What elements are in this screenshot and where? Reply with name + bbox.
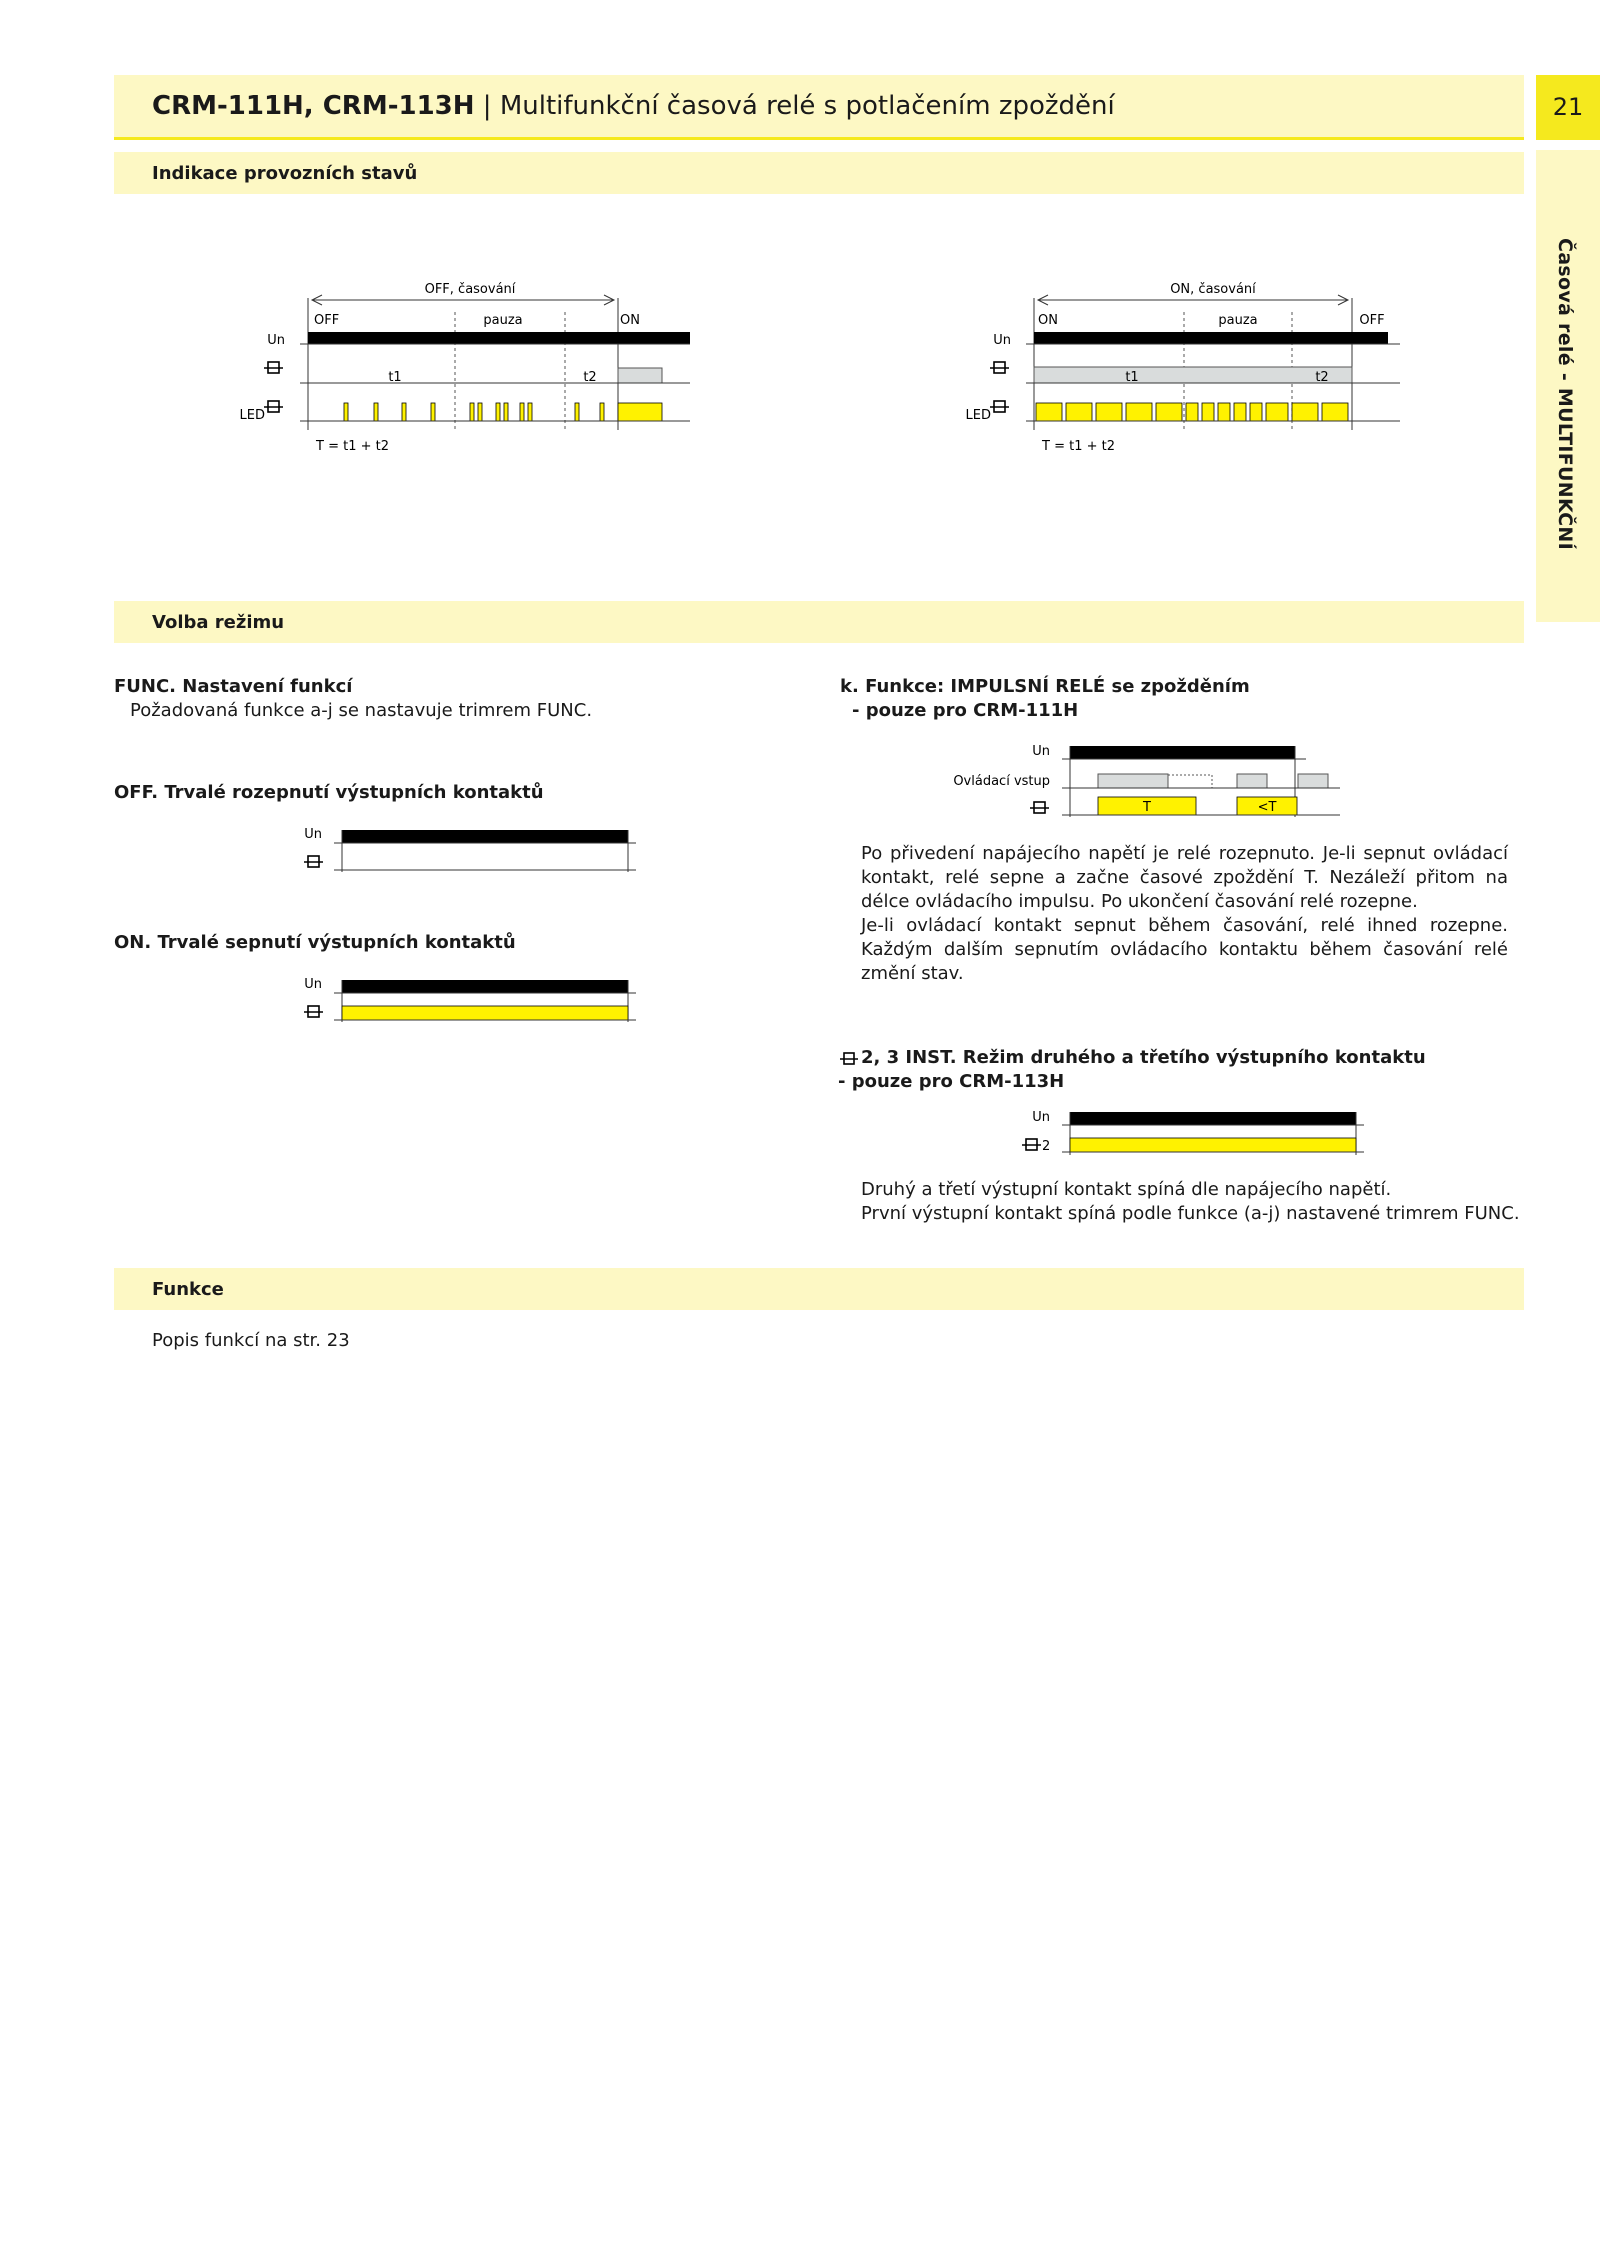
row-label-contact: 2 [1042, 1139, 1051, 1154]
row-label-un: Un [304, 827, 322, 842]
row-label-input: Ovládací vstup [953, 774, 1050, 789]
section-bar-indication [114, 152, 1524, 194]
func-heading: FUNC. Nastavení funkcí [114, 676, 353, 697]
row-label-un: Un [993, 333, 1011, 348]
formula-label: T = t1 + t2 [316, 439, 389, 454]
relay-on-bar [342, 1006, 628, 1020]
un-signal-bar [1070, 746, 1295, 759]
func-text: Požadovaná funkce a-j se nastavuje trimrem FUNC. [130, 700, 593, 721]
relay-icon [838, 1050, 860, 1068]
indication-diagram-right [956, 270, 1416, 460]
led-pulses [344, 403, 662, 421]
inst-heading: 2, 3 INST. Režim druhého a třetího výstupního kontaktu [861, 1047, 1426, 1068]
k-heading: k. Funkce: IMPULSNÍ RELÉ se zpožděním [840, 676, 1250, 697]
state-end-label: ON [620, 313, 640, 328]
led-relay-icon [264, 401, 283, 412]
page-header [114, 75, 1524, 140]
k-subheading: - pouze pro CRM-111H [852, 700, 1079, 721]
state-start-label: OFF [314, 313, 340, 328]
relay-icon [1022, 1139, 1041, 1150]
t1-label: t1 [1125, 370, 1139, 385]
on-diagram [290, 970, 650, 1030]
row-label-led: LED [239, 408, 265, 423]
t2-label: t2 [583, 370, 597, 385]
inst-line-1: Druhý a třetí výstupní kontakt spíná dle napájecího napětí. [861, 1179, 1392, 1200]
row-label-un: Un [1032, 1110, 1050, 1125]
un-signal-bar [308, 332, 690, 344]
relay-on-block [1034, 367, 1352, 383]
row-label-un: Un [1032, 744, 1050, 759]
formula-label: T = t1 + t2 [1042, 439, 1115, 454]
relay-icon [304, 856, 323, 867]
un-signal-bar [1070, 1112, 1356, 1125]
page-title [152, 91, 1115, 121]
inst-diagram [1000, 1103, 1380, 1163]
relay-on-bar [1070, 1138, 1356, 1152]
on-heading: ON. Trvalé sepnutí výstupních kontaktů [114, 932, 516, 953]
un-signal-bar [1034, 332, 1352, 344]
t2-label: t2 [1315, 370, 1329, 385]
un-signal-bar [342, 830, 628, 843]
relay-icon [990, 362, 1009, 373]
input-pulse [1237, 774, 1267, 788]
t1-label: t1 [388, 370, 402, 385]
functions-text: Popis funkcí na str. 23 [152, 1330, 350, 1351]
input-pulse [1098, 774, 1168, 788]
section-bar-mode [114, 601, 1524, 643]
led-relay-icon [990, 401, 1009, 412]
title-models: CRM-111H, CRM-113H [152, 91, 475, 121]
k-paragraph-1: Po přivedení napájecího napětí je relé rozepnuto. Je-li sepnut ovládací kontakt, relé sepne a začne časové zpoždění T. Nezáleží přitom na délce ovládacího impulsu. Po ukončení časování relé rozepne. [861, 843, 1508, 912]
timing-label: ON, časování [1170, 282, 1256, 297]
state-mid-label: pauza [483, 313, 523, 328]
relay-icon [1030, 802, 1049, 813]
off-diagram [290, 820, 650, 880]
state-mid-label: pauza [1218, 313, 1258, 328]
input-pulse [1298, 774, 1328, 788]
label-T: T [1143, 800, 1151, 815]
section-title-functions: Funkce [152, 1279, 224, 1300]
section-title-mode: Volba režimu [152, 612, 285, 633]
un-signal-bar [342, 980, 628, 993]
timing-label: OFF, časování [424, 282, 516, 297]
section-bar-functions [114, 1268, 1524, 1310]
state-start-label: ON [1038, 313, 1058, 328]
relay-on-block [618, 368, 662, 383]
off-heading: OFF. Trvalé rozepnutí výstupních kontaktů [114, 782, 544, 803]
row-label-un: Un [304, 977, 322, 992]
k-paragraph-2: Je-li ovládací kontakt sepnut během časování, relé ihned rozepne. Každým dalším sepnutím ovládacího kontaktu během časování relé změní stav. [861, 915, 1508, 984]
title-separator: | [482, 91, 492, 121]
side-tab-label: Časová relé - MULTIFUNKČNÍ [1554, 238, 1576, 550]
page-number: 21 [1536, 75, 1600, 140]
row-label-led: LED [965, 408, 991, 423]
led-blocks [1036, 403, 1348, 421]
inst-subheading: - pouze pro CRM-113H [838, 1071, 1065, 1092]
title-description: Multifunkční časová relé s potlačením zpoždění [499, 91, 1115, 121]
label-lessT: <T [1257, 800, 1277, 815]
k-function-diagram [940, 735, 1370, 820]
row-label-un: Un [267, 333, 285, 348]
relay-icon [304, 1006, 323, 1017]
relay-icon [264, 362, 283, 373]
state-end-label: OFF [1359, 313, 1385, 328]
inst-line-2: První výstupní kontakt spíná podle funkce (a-j) nastavené trimrem FUNC. [861, 1203, 1520, 1224]
indication-diagram-left [230, 270, 690, 460]
section-title-indication: Indikace provozních stavů [152, 163, 418, 184]
